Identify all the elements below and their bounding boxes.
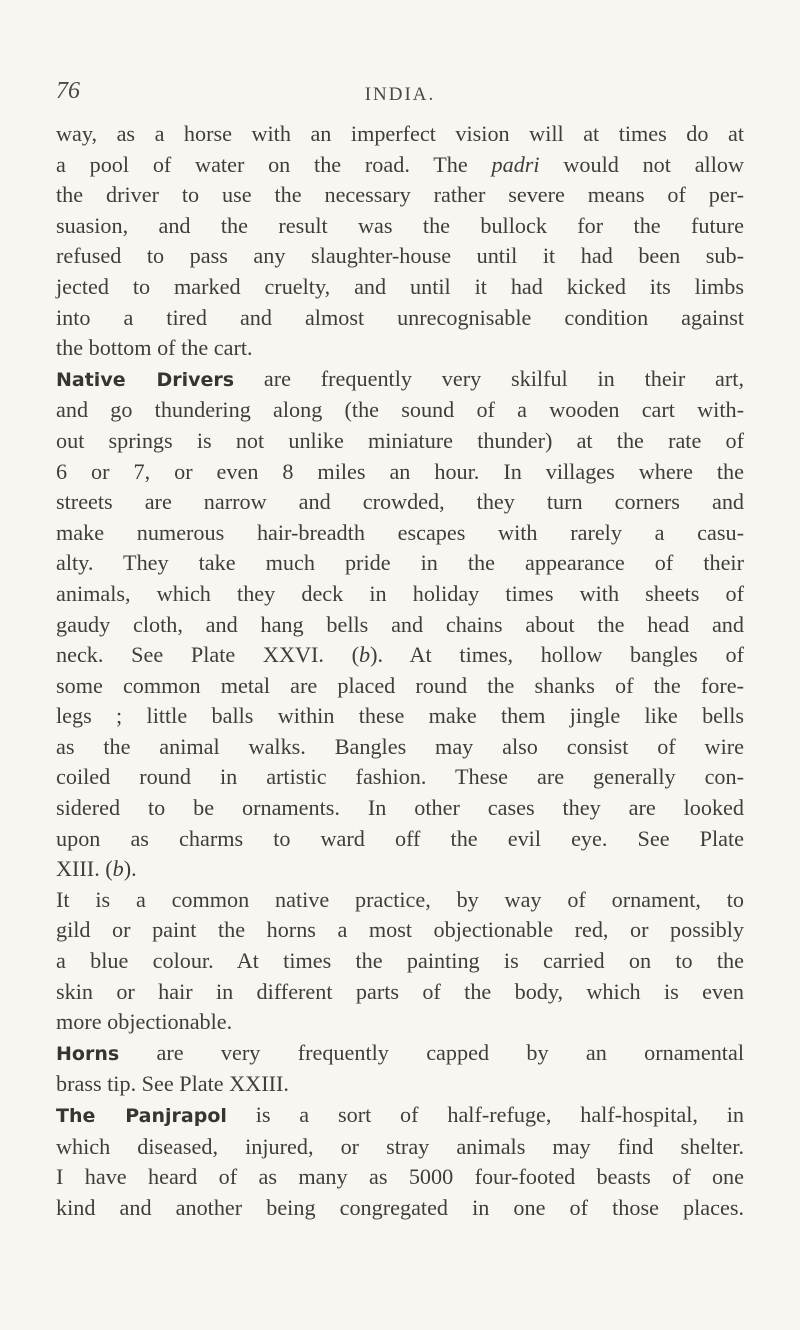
text-line: Native Drivers are frequently very skilful in their art, [56,365,744,391]
text-line: streets are narrow and crowded, they turn corners and [56,489,744,515]
text-line: refused to pass any slaughter-house until it had been sub- [56,243,744,269]
page-body [56,119,744,1223]
text-line: the bottom of the cart. [56,335,253,361]
text-line: coiled round in artistic fashion. These are generally con- [56,764,744,790]
text-line: the driver to use the necessary rather severe means of per- [56,182,744,208]
text-line: alty. They take much pride in the appearance of their [56,550,744,576]
section-lead-native-drivers: Native Drivers [56,368,235,391]
text-line: into a tired and almost unrecognisable condition against [56,304,744,330]
section-lead-panjrapol: The Panjrapol [56,1105,227,1127]
text-line: I have heard of as many as 5000 four-footed beasts of one [56,1164,744,1190]
text-line: skin or hair in different parts of the body, which is even [56,978,744,1004]
italic-term: padri [491,151,540,177]
running-head: INDIA. [364,84,436,105]
paragraph-native-drivers [56,364,744,885]
text-line: Horns are very frequently capped by an ornamental [56,1039,744,1065]
text-line: XIII. (b). [56,856,137,882]
page-number: 76 [56,78,80,104]
text-line: suasion, and the result was the bullock for the future [56,212,744,238]
italic-letter: b [112,856,124,882]
italic-letter: b [359,642,371,668]
text-line: upon as charms to ward off the evil eye. See Plate [56,825,744,851]
text-line: some common metal are placed round the shanks of the fore- [56,672,744,698]
text-line: jected to marked cruelty, and until it had kicked its limbs [56,273,744,299]
text-line: animals, which they deck in holiday times with sheets of [56,580,744,606]
paragraph-panjrapol [56,1100,744,1223]
text-line: a blue colour. At times the painting is carried on to the [56,948,744,974]
text-line: make numerous hair-breadth escapes with rarely a casu- [56,519,744,545]
text-line: brass tip. See Plate XXIII. [56,1071,289,1097]
text-line: and go thundering along (the sound of a wooden cart with- [56,397,744,423]
page-header [0,78,800,108]
text-line: more objectionable. [56,1009,233,1035]
text-line: which diseased, injured, or stray animals may find shelter. [56,1133,744,1159]
text-line: as the animal walks. Bangles may also consist of wire [56,733,744,759]
text-line: neck. See Plate XXVI. (b). At times, hollow bangles of [56,642,744,668]
text-line: legs ; little balls within these make them jingle like bells [56,703,744,729]
text-line: kind and another being congregated in one of those places. [56,1194,744,1220]
text-line: sidered to be ornaments. In other cases they are looked [56,795,744,821]
text-line: a pool of water on the road. The padri would not allow [56,151,744,177]
text-line: gaudy cloth, and hang bells and chains about the head and [56,611,744,637]
text-line: way, as a horse with an imperfect vision will at times do at [56,121,744,146]
text-line: The Panjrapol is a sort of half-refuge, half-hospital, in [56,1102,744,1127]
section-lead-horns: Horns [56,1042,120,1065]
paragraph-horns [56,1038,744,1100]
text-line: It is a common native practice, by way of ornament, to [56,886,744,912]
text-line: 6 or 7, or even 8 miles an hour. In villages where the [56,458,744,484]
text-line: gild or paint the horns a most objectionable red, or possibly [56,917,744,943]
paragraph-padri [56,119,744,364]
paragraph-horn-painting [56,885,744,1038]
text-line: out springs is not unlike miniature thunder) at the rate of [56,427,744,453]
